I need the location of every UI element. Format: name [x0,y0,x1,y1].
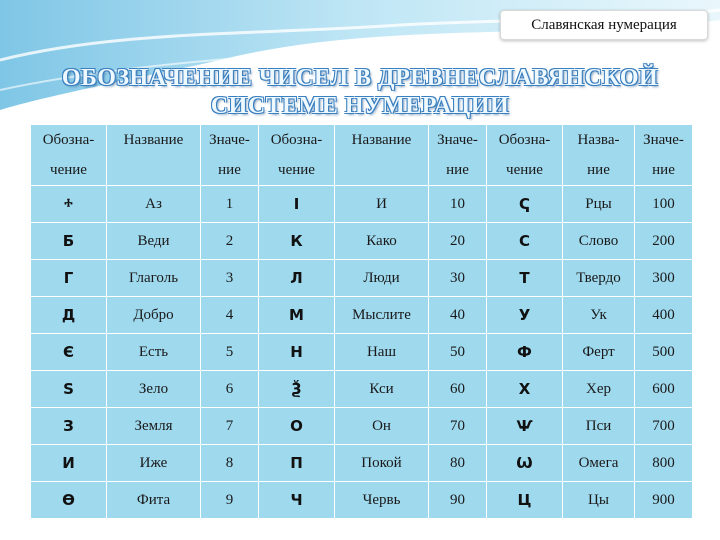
name-cell: Цы [563,482,635,519]
column-header-line-1: Обозна- [42,132,95,148]
column-header-line-2: чение [506,162,543,178]
column-header-line-1: Название [123,132,184,148]
name-cell: Веди [107,223,201,260]
name-cell: Зело [107,371,201,408]
value-cell: 800 [635,445,693,482]
value-cell: 10 [429,186,487,223]
name-cell: Земля [107,408,201,445]
column-header [201,125,259,186]
name-cell: Покой [335,445,429,482]
name-cell: Ук [563,297,635,334]
table-row [31,297,693,334]
name-cell: И [335,186,429,223]
column-header [31,125,107,186]
value-cell: 3 [201,260,259,297]
value-cell: 700 [635,408,693,445]
symbol-cell: И [31,445,107,482]
value-cell: 200 [635,223,693,260]
name-cell: Червь [335,482,429,519]
name-cell: Омега [563,445,635,482]
symbol-cell: Ц [487,482,563,519]
slide-header-label: Славянская нумерация [500,10,708,40]
column-header [487,125,563,186]
value-cell: 6 [201,371,259,408]
value-cell: 20 [429,223,487,260]
name-cell: Люди [335,260,429,297]
name-cell: Мыслите [335,297,429,334]
symbol-cell: К [259,223,335,260]
symbol-cell: З [31,408,107,445]
value-cell: 50 [429,334,487,371]
value-cell: 2 [201,223,259,260]
value-cell: 70 [429,408,487,445]
name-cell: Слово [563,223,635,260]
column-header-line-2 [107,155,200,185]
column-header-line-1: Значе- [643,132,684,148]
symbol-cell: Б [31,223,107,260]
table-row [31,260,693,297]
table-row [31,482,693,519]
value-cell: 90 [429,482,487,519]
value-cell: 1 [201,186,259,223]
name-cell: Како [335,223,429,260]
symbol-cell: Д [31,297,107,334]
symbol-cell: Ѯ [259,371,335,408]
symbol-cell: Ҁ [487,186,563,223]
column-header-line-1: Значе- [209,132,250,148]
value-cell: 400 [635,297,693,334]
value-cell: 40 [429,297,487,334]
name-cell: Добро [107,297,201,334]
name-cell: Глаголь [107,260,201,297]
column-header [563,125,635,186]
column-header [335,125,429,186]
name-cell: Пси [563,408,635,445]
name-cell: Наш [335,334,429,371]
name-cell: Есть [107,334,201,371]
symbol-cell: М [259,297,335,334]
name-cell: Твердо [563,260,635,297]
value-cell: 8 [201,445,259,482]
symbol-cell: Ѳ [31,482,107,519]
column-header-line-1: Обозна- [270,132,323,148]
symbol-cell: Н [259,334,335,371]
name-cell: Фита [107,482,201,519]
symbol-cell: І [259,186,335,223]
value-cell: 30 [429,260,487,297]
name-cell: Иже [107,445,201,482]
title-line-1: ОБОЗНАЧЕНИЕ ЧИСЕЛ В ДРЕВНЕСЛАВЯНСКОЙ [61,65,659,91]
name-cell: Он [335,408,429,445]
column-header-line-2 [335,155,428,185]
symbol-cell: У [487,297,563,334]
value-cell: 900 [635,482,693,519]
column-header-line-1: Значе- [437,132,478,148]
table-row [31,334,693,371]
symbol-cell: Ѕ [31,371,107,408]
value-cell: 60 [429,371,487,408]
value-cell: 9 [201,482,259,519]
symbol-cell: Г [31,260,107,297]
table-header-row [31,125,693,186]
title-line-2: СИСТЕМЕ НУМЕРАЦИИ [210,93,510,119]
column-header-line-2: ние [446,162,469,178]
name-cell: Ферт [563,334,635,371]
page-title [20,64,700,120]
value-cell: 600 [635,371,693,408]
column-header [107,125,201,186]
column-header [259,125,335,186]
value-cell: 80 [429,445,487,482]
symbol-cell: П [259,445,335,482]
value-cell: 100 [635,186,693,223]
table-row [31,223,693,260]
table-row [31,186,693,223]
value-cell: 500 [635,334,693,371]
column-header-line-2: чение [278,162,315,178]
column-header-line-1: Название [351,132,412,148]
symbol-cell: Є [31,334,107,371]
column-header-line-2: ние [218,162,241,178]
symbol-cell: Л [259,260,335,297]
value-cell: 300 [635,260,693,297]
column-header [635,125,693,186]
value-cell: 7 [201,408,259,445]
symbol-cell: Ф [487,334,563,371]
column-header [429,125,487,186]
column-header-line-2: чение [50,162,87,178]
column-header-line-2: ние [587,162,610,178]
symbol-cell: Т [487,260,563,297]
symbol-cell: ⰰ [31,186,107,223]
name-cell: Хер [563,371,635,408]
symbol-cell: Ѱ [487,408,563,445]
column-header-line-1: Обозна- [498,132,551,148]
symbol-cell: О [259,408,335,445]
column-header-line-1: Назва- [577,132,620,148]
name-cell: Рцы [563,186,635,223]
name-cell: Аз [107,186,201,223]
symbol-cell: Ч [259,482,335,519]
symbol-cell: С [487,223,563,260]
column-header-line-2: ние [652,162,675,178]
table-row [31,371,693,408]
table-row [31,408,693,445]
name-cell: Кси [335,371,429,408]
symbol-cell: Х [487,371,563,408]
value-cell: 5 [201,334,259,371]
table-row [31,445,693,482]
numeration-table [30,124,693,519]
value-cell: 4 [201,297,259,334]
symbol-cell: Ѡ [487,445,563,482]
